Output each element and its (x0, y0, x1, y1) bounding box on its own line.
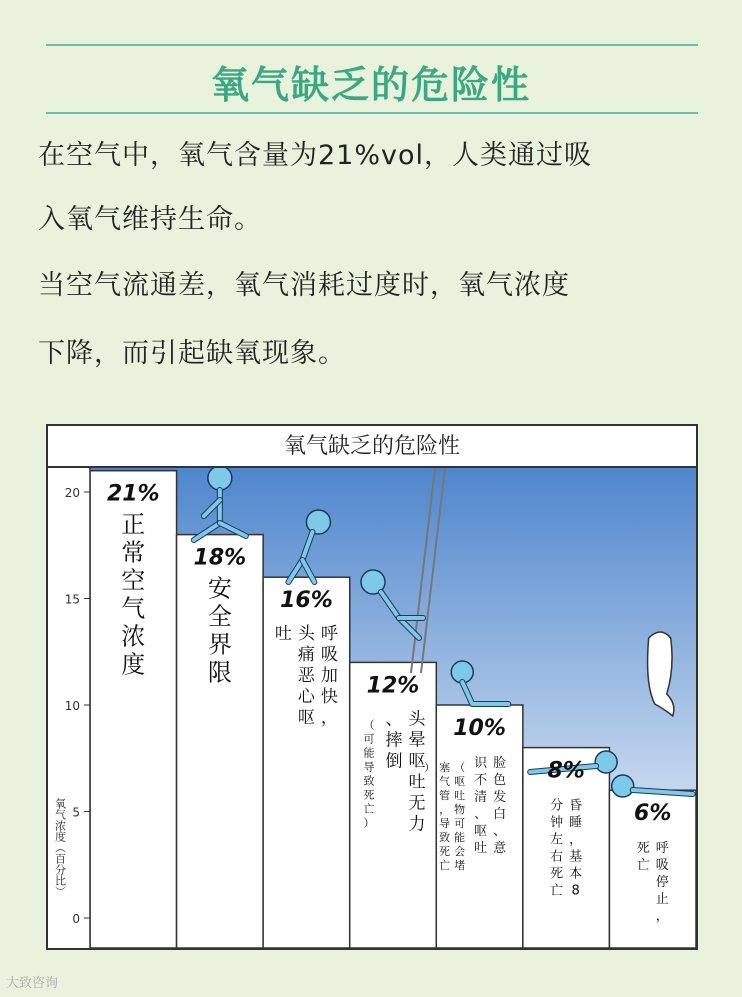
bar-desc-char: ， (569, 832, 583, 848)
intro-line-2: 入氧气维持生命。 (38, 204, 262, 235)
bar-desc-char: 恶 (297, 666, 315, 687)
bar-desc-char: 亡 (636, 858, 650, 874)
bar-desc-char: 白 (493, 807, 507, 822)
bar-desc-char: 清 (474, 790, 488, 805)
bar-note-char: 亡 (439, 859, 451, 872)
bar-desc-char: 昏 (569, 798, 583, 814)
bar-note-char: 亡 (363, 802, 375, 816)
bar-desc-char: 吐 (274, 624, 292, 645)
y-tick-label: 20 (64, 486, 80, 500)
bar-desc-char: 、 (493, 824, 507, 839)
bar-desc-char: 死 (636, 841, 650, 857)
y-tick-label: 15 (64, 592, 80, 607)
bar-desc-char: 8 (571, 883, 580, 899)
intro-line-4: 下降，而引起缺氧现象。 (38, 338, 346, 369)
bar-desc-char: 、 (385, 709, 403, 730)
bar-note-char: 可 (454, 817, 466, 830)
title-underline (46, 112, 698, 114)
bar-desc-char: 正 (121, 510, 146, 539)
bar-note-char: 能 (454, 831, 466, 844)
bar-value-label-6: 6% (634, 801, 672, 827)
bar-desc-char: 安 (207, 574, 232, 603)
page-title: 氧气缺乏的危险性 (210, 63, 531, 107)
bar-desc-char: 脸 (493, 756, 507, 771)
bar-desc-char: 呼 (655, 841, 669, 857)
bar-desc-char: 摔 (385, 730, 403, 751)
y-axis-label: 氧气浓度（百分比） (53, 798, 67, 897)
bar-desc-char: 呕 (474, 824, 488, 839)
bar-desc-char: 吐 (408, 772, 426, 793)
bar-desc-char: 基 (569, 849, 583, 865)
bar-desc-char: 浓 (121, 622, 146, 651)
bar-desc-char: 吸 (320, 645, 338, 666)
bar-desc-char: 痛 (297, 645, 315, 666)
bar-note-char: 管 (439, 789, 451, 802)
top-rule (46, 44, 698, 46)
bar-value-label-2: 16% (280, 588, 333, 614)
bar-desc-char: 无 (408, 793, 426, 814)
bar-desc-char: ， (320, 708, 338, 729)
bar-note-char: 能 (363, 746, 375, 760)
bar-note-char: 导 (363, 760, 375, 774)
bar-desc-char: 呕 (408, 751, 426, 772)
bar-note-char: ） (424, 761, 436, 774)
chart-frame (46, 424, 698, 950)
bar-note-char: 物 (454, 803, 466, 816)
bar-desc-char: ， (655, 909, 669, 925)
y-tick-label: 0 (72, 912, 80, 926)
dead-figure-icon (612, 775, 634, 797)
bar-desc-char: 界 (207, 630, 232, 659)
bar-note-char: 可 (363, 732, 375, 746)
bar-desc-char: 全 (207, 602, 232, 631)
bar-desc-char: 晕 (408, 730, 426, 751)
intro-line-3: 当空气流通差，氧气消耗过度时，氧气浓度 (38, 270, 570, 301)
bar-desc-char: 限 (207, 658, 232, 687)
bar-value-label-0: 21% (106, 481, 160, 507)
bar-desc-char: 加 (320, 666, 338, 687)
bar-note-char: ， (439, 803, 451, 816)
watermark: 大致咨询 (6, 976, 59, 991)
bar-desc-char: 空 (121, 566, 146, 595)
bar-desc-char: 常 (121, 538, 146, 567)
y-tick-label: 5 (72, 805, 80, 820)
bar-desc-char: 快 (320, 687, 338, 708)
bar-desc-char: 吸 (655, 858, 669, 874)
bar-desc-char: 头 (297, 624, 315, 645)
bar-desc-char: 不 (474, 773, 488, 788)
intro-line-1: 在空气中，氧气含量为21%vol，人类通过吸 (38, 140, 593, 171)
bar-desc-char: 度 (121, 650, 146, 679)
bar-desc-char: 止 (655, 892, 669, 908)
bar-desc-char: 意 (493, 841, 507, 856)
bar-desc-char: 发 (493, 790, 507, 805)
bar-note-char: ） (363, 816, 375, 830)
bar-desc-char: 识 (474, 756, 488, 771)
bar-desc-char: 气 (121, 594, 146, 623)
bar-desc-char: 心 (297, 687, 315, 708)
y-tick-label: 10 (64, 699, 80, 713)
bar-desc-char: 死 (550, 866, 564, 882)
bar-note-char: 致 (439, 831, 451, 844)
bar-note-char: 气 (439, 775, 451, 788)
bar-note-char: （ (363, 718, 375, 732)
bar-desc-char: 左 (550, 832, 564, 848)
oxygen-chart (48, 468, 696, 948)
bar-value-label-4: 10% (453, 716, 506, 741)
bar-value-label-5: 8% (547, 758, 585, 784)
bar-desc-char: 钟 (550, 815, 564, 831)
bar-desc-char: 色 (493, 773, 507, 788)
bar-note-char: 死 (363, 788, 375, 802)
bar-note-char: 会 (454, 845, 466, 858)
bar-note-char: 致 (363, 774, 375, 788)
bar-desc-char: 停 (655, 875, 669, 891)
bar-value-label-3: 12% (366, 673, 420, 699)
chart-title: 氧气缺乏的危险性 (48, 426, 696, 468)
bar-note-char: 吐 (454, 789, 466, 802)
bar-desc-char: 倒 (385, 751, 403, 772)
walking-figure-icon (208, 468, 232, 490)
bar-desc-char: 吐 (474, 841, 488, 856)
bar-desc-char: 呕 (297, 708, 315, 729)
bar-desc-char: 分 (550, 798, 564, 814)
bar-note-char: 塞 (439, 761, 451, 774)
bar-note-char: 呕 (454, 775, 466, 788)
bar-desc-char: 呼 (320, 624, 338, 645)
lying-figure-icon (595, 751, 617, 773)
bar-desc-char: 亡 (550, 883, 564, 899)
bar-value-label-1: 18% (193, 545, 247, 571)
bar-note-char: （ (454, 761, 466, 774)
bar-note-char: 堵 (454, 859, 466, 872)
bar-desc-char: 睡 (569, 815, 583, 831)
bar-desc-char: 力 (408, 814, 426, 835)
bar-desc-char: 、 (474, 807, 488, 822)
bar-note-char: 导 (439, 817, 451, 830)
bar-note-char: 死 (439, 845, 451, 858)
bar-desc-char: 右 (550, 849, 564, 865)
bar-desc-char: 本 (569, 866, 583, 882)
bar-desc-char: 头 (408, 709, 426, 730)
